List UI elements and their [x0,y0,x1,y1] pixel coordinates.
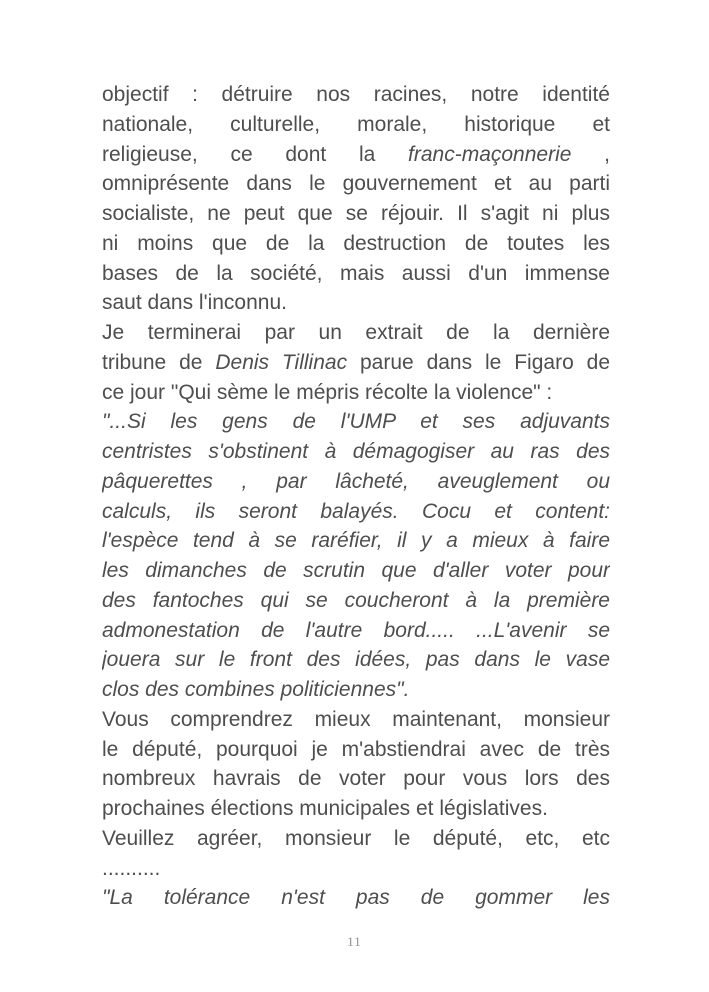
italic-text-segment: pâquerettes , par lâcheté, aveuglement ou [102,469,610,493]
text-segment: tribune de [102,350,216,374]
text-line [102,80,610,110]
text-segment: socialiste, ne peut que se réjouir. Il s'agit ni plus [102,202,610,225]
italic-text-segment: clos des combines politiciennes". [102,678,410,701]
text-line [102,883,610,913]
text-line [102,259,610,289]
text-segment: religieuse, ce dont la [102,142,409,166]
text-segment: nombreux havrais de voter pour vous lors des [102,767,610,791]
text-line [102,735,610,765]
italic-text-segment: l'espèce tend à se raréfier, il y a mieux à faire [102,529,610,553]
italic-text-segment: calculs, ils seront balayés. Cocu et content: [102,499,610,523]
italic-text-segment: admonestation de l'autre bord..... ...L'avenir se [102,618,610,642]
text-line [102,229,610,259]
text-line [102,764,610,794]
text-segment: , [571,142,610,166]
italic-text-segment: Denis Tillinac [215,350,348,374]
text-line [102,407,610,437]
text-segment: bases de la société, mais aussi d'un immense [102,261,610,285]
text-line [102,526,610,556]
text-segment: Veuillez agréer, monsieur le député, etc, etc [102,826,610,850]
text-line [102,556,610,586]
italic-text-segment: des fantoches qui se coucheront à la première [102,588,610,612]
text-line [102,616,610,646]
italic-text-segment: les dimanches de scrutin que d'aller voter pour [102,559,610,582]
page-text [102,80,610,913]
text-segment: nationale, culturelle, morale, historique et [102,112,610,136]
text-line [102,288,610,318]
text-line [102,854,610,884]
text-line [102,497,610,527]
text-line [102,645,610,675]
text-segment: saut dans l'inconnu. [102,291,287,315]
text-line [102,824,610,854]
text-line [102,467,610,497]
italic-text-segment: centristes s'obstinent à démagogiser au ras des [102,440,610,463]
text-segment: objectif : détruire nos racines, notre identité [102,83,610,106]
text-segment: prochaines élections municipales et législatives. [102,797,548,820]
italic-text-segment: jouera sur le front des idées, pas dans le vase [102,648,610,672]
text-line [102,199,610,229]
italic-text-segment: "La tolérance n'est pas de gommer les [102,886,610,910]
text-line [102,110,610,140]
text-line [102,705,610,735]
italic-text-segment: "...Si les gens de l'UMP et ses adjuvants [102,410,610,434]
text-line [102,318,610,348]
text-line [102,675,610,705]
text-line [102,437,610,467]
text-segment: ni moins que de la destruction de toutes les [102,231,610,255]
text-line [102,794,610,824]
text-segment: parue dans le Figaro de [347,350,610,374]
text-line [102,169,610,199]
page-number: 11 [347,934,362,949]
text-line [102,140,610,170]
text-line [102,348,610,378]
italic-text-segment: franc-maçonnerie [408,142,572,166]
text-segment: omniprésente dans le gouvernement et au parti [102,172,610,196]
text-line [102,378,610,408]
text-segment: ce jour "Qui sème le mépris récolte la violence" : [102,380,553,404]
text-segment: Vous comprendrez mieux maintenant, monsieur [102,707,610,731]
text-segment: le député, pourquoi je m'abstiendrai avec de très [102,737,610,761]
text-segment: Je terminerai par un extrait de la dernière [102,321,610,344]
text-segment: .......... [102,856,161,880]
text-line [102,586,610,616]
